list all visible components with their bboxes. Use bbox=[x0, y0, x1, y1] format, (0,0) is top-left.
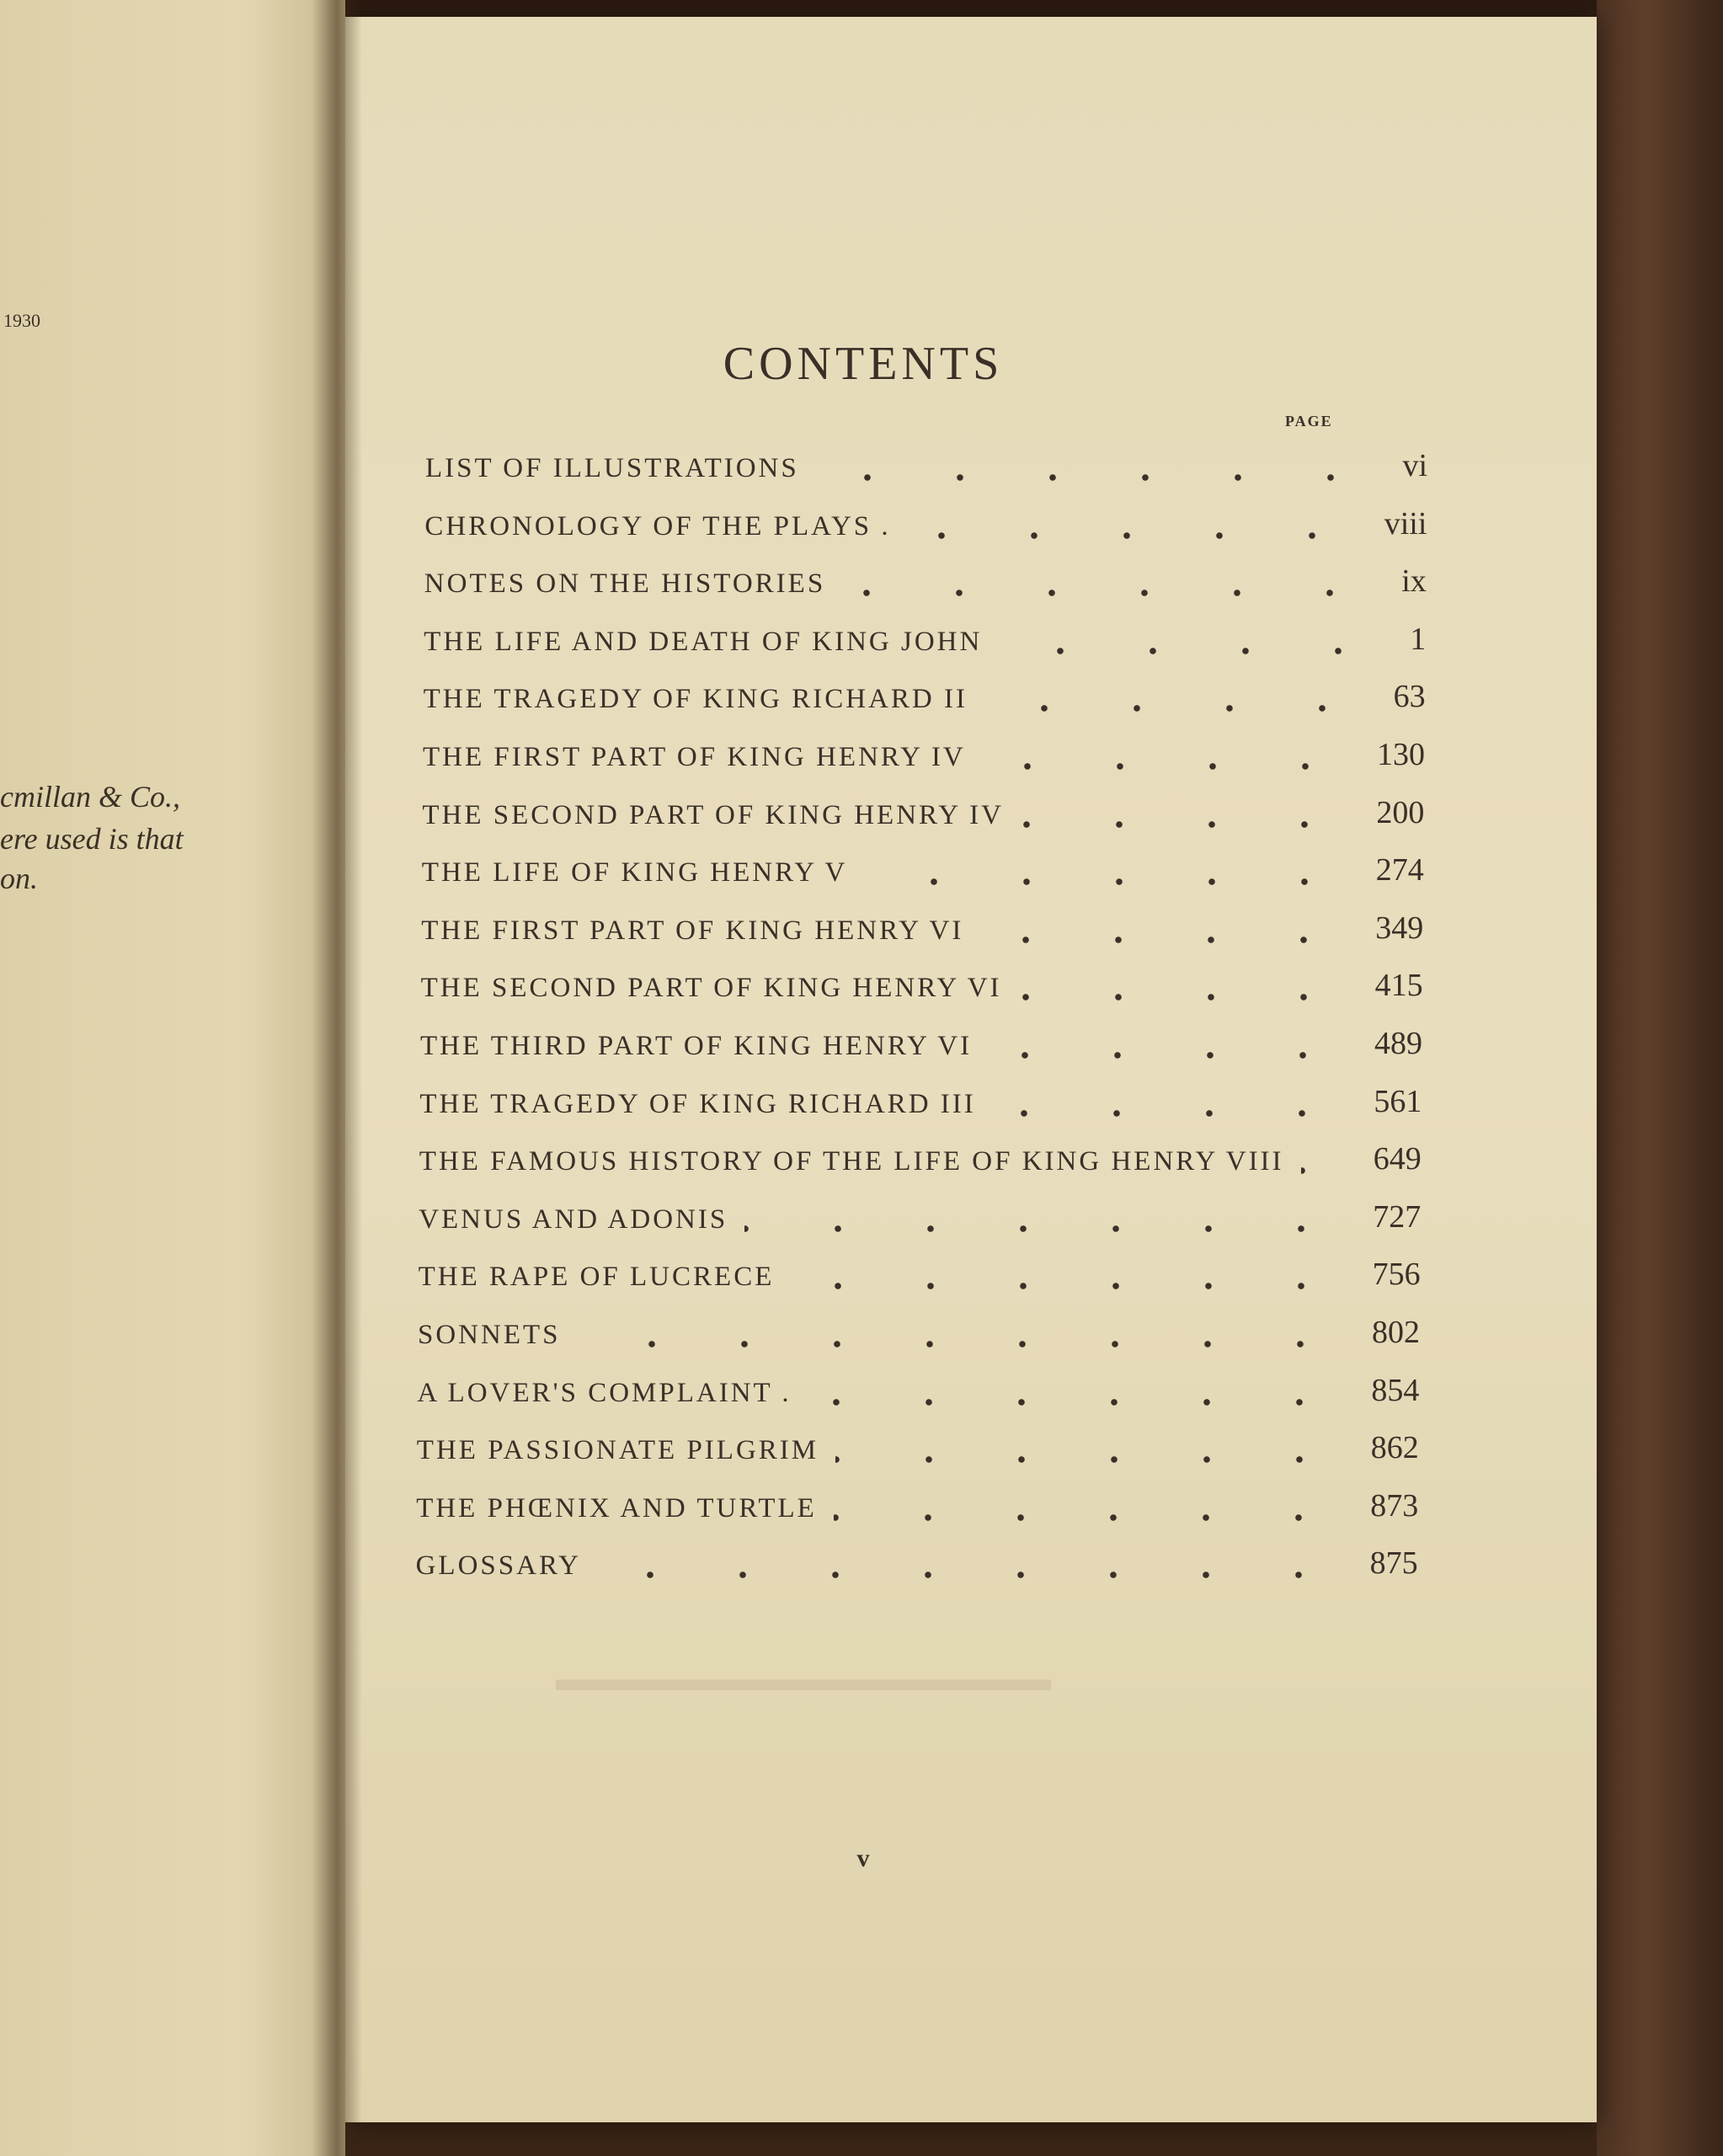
contents-entry bbox=[419, 1193, 1421, 1235]
contents-entry-title: SONNETS bbox=[418, 1320, 561, 1350]
contents-entry-page: 63 bbox=[1393, 679, 1426, 715]
contents-entry-leader-dots bbox=[578, 1341, 1347, 1348]
contents-entry-page: vi bbox=[1402, 448, 1427, 483]
contents-entry-page: viii bbox=[1384, 505, 1427, 542]
contents-entry-page: 649 bbox=[1373, 1141, 1422, 1177]
contents-entry-title: VENUS AND ADONIS bbox=[419, 1203, 728, 1235]
contents-entry-leader-dots bbox=[1019, 994, 1350, 1001]
contents-entry-title: THE PHŒNIX AND TURTLE bbox=[416, 1492, 817, 1524]
contents-entry-page: 875 bbox=[1369, 1545, 1418, 1582]
contents-entry-page: 854 bbox=[1371, 1372, 1420, 1408]
left-page-fragment-1: cmillan & Co., bbox=[0, 780, 180, 814]
contents-entry bbox=[419, 1135, 1422, 1177]
contents-entry-title: THE PASSIONATE PILGRIM bbox=[416, 1435, 819, 1466]
contents-entry-title: NOTES ON THE HISTORIES bbox=[424, 568, 826, 600]
left-page-fragment-2: ere used is that bbox=[0, 822, 184, 856]
contents-entry-page: 489 bbox=[1374, 1026, 1422, 1061]
left-page-fragment-3: on. bbox=[0, 862, 38, 895]
contents-entry-leader-dots bbox=[999, 648, 1384, 654]
contents-entry-title: THE TRAGEDY OF KING RICHARD III bbox=[419, 1088, 976, 1119]
contents-entry-leader-dots bbox=[984, 705, 1368, 712]
contents-entry-title: THE FIRST PART OF KING HENRY IV bbox=[423, 742, 966, 772]
contents-entry-page: 862 bbox=[1370, 1430, 1419, 1466]
contents-entry-title: THE RAPE OF LUCRECE bbox=[418, 1262, 775, 1293]
contents-entry bbox=[421, 905, 1423, 947]
contents-entry bbox=[416, 1540, 1418, 1582]
contents-entry-title: THE SECOND PART OF KING HENRY IV bbox=[422, 799, 1004, 830]
contents-entry bbox=[417, 1367, 1419, 1409]
page-column-header: PAGE bbox=[1285, 413, 1333, 430]
contents-entry-page: 756 bbox=[1372, 1257, 1421, 1293]
contents-entry bbox=[422, 846, 1424, 889]
contents-entry-page: 873 bbox=[1370, 1487, 1419, 1524]
contents-entry-page: 130 bbox=[1377, 737, 1425, 772]
contents-entry-leader-dots bbox=[598, 1572, 1345, 1578]
contents-entry bbox=[416, 1482, 1418, 1524]
contents-entry-title: A LOVER'S COMPLAINT . bbox=[417, 1377, 792, 1408]
bleed-through-text: ▬▬▬▬▬▬▬▬▬▬▬▬▬▬ bbox=[556, 1660, 1051, 1699]
contents-entry bbox=[422, 789, 1424, 831]
contents-entry-leader-dots bbox=[808, 1399, 1346, 1406]
contents-entry bbox=[417, 1424, 1419, 1466]
contents-entry bbox=[424, 558, 1427, 600]
contents-entry-title: THE LIFE OF KING HENRY V bbox=[421, 857, 848, 889]
contents-entry-leader-dots bbox=[1021, 821, 1351, 828]
contents-entry-leader-dots bbox=[842, 590, 1376, 596]
contents-title: CONTENTS bbox=[723, 338, 1004, 390]
contents-entry-leader-dots bbox=[989, 1052, 1349, 1059]
contents-entry bbox=[419, 1078, 1422, 1120]
contents-entry-page: 349 bbox=[1375, 910, 1424, 946]
contents-entry-title: CHRONOLOGY OF THE PLAYS . bbox=[424, 510, 891, 542]
contents-entry-page: 1 bbox=[1410, 621, 1427, 657]
contents-entry-leader-dots bbox=[865, 878, 1351, 885]
contents-entry bbox=[425, 442, 1427, 484]
contents-entry-leader-dots bbox=[907, 532, 1358, 539]
contents-entry-leader-dots bbox=[835, 1456, 1346, 1463]
contents-entry-leader-dots bbox=[1301, 1167, 1348, 1174]
contents-page bbox=[345, 17, 1597, 2122]
contents-entry-leader-dots bbox=[816, 474, 1377, 481]
contents-entry-page: ix bbox=[1401, 563, 1427, 600]
contents-entry-title: GLOSSARY bbox=[415, 1550, 581, 1582]
page-number: v bbox=[856, 1844, 870, 1872]
contents-entry-leader-dots bbox=[744, 1225, 1347, 1232]
contents-entry-page: 200 bbox=[1376, 794, 1425, 830]
contents-entry-leader-dots bbox=[980, 937, 1350, 943]
contents-entry bbox=[420, 1020, 1422, 1062]
contents-entry bbox=[423, 731, 1425, 773]
contents-entry-title: LIST OF ILLUSTRATIONS bbox=[425, 453, 799, 483]
book-spine-shadow bbox=[312, 0, 362, 2156]
contents-entry bbox=[424, 673, 1426, 715]
contents-entry-leader-dots bbox=[983, 763, 1352, 770]
background-wood-right bbox=[1597, 0, 1723, 2156]
contents-entry bbox=[424, 616, 1426, 658]
contents-entry-page: 415 bbox=[1374, 968, 1423, 1004]
contents-entry-title: THE FIRST PART OF KING HENRY VI bbox=[421, 915, 964, 946]
contents-entry bbox=[424, 500, 1427, 542]
contents-entry-title: THE TRAGEDY OF KING RICHARD II bbox=[423, 684, 968, 715]
contents-entry-page: 561 bbox=[1374, 1083, 1422, 1119]
contents-entry-title: THE THIRD PART OF KING HENRY VI bbox=[420, 1031, 973, 1061]
contents-entry-page: 727 bbox=[1373, 1198, 1422, 1235]
contents-entry-page: 802 bbox=[1372, 1315, 1420, 1350]
contents-entry bbox=[418, 1309, 1420, 1351]
contents-entry bbox=[421, 962, 1423, 1004]
contents-entry-title: THE LIFE AND DEATH OF KING JOHN bbox=[424, 626, 983, 657]
left-page bbox=[0, 0, 345, 2156]
left-page-year: 1930 bbox=[3, 310, 40, 331]
contents-entry-leader-dots bbox=[992, 1110, 1348, 1117]
contents-entry-title: THE SECOND PART OF KING HENRY VI bbox=[420, 973, 1002, 1004]
contents-entry-page: 274 bbox=[1375, 852, 1424, 889]
contents-entry-leader-dots bbox=[792, 1283, 1347, 1289]
contents-entry bbox=[419, 1251, 1421, 1293]
contents-entry-title: THE FAMOUS HISTORY OF THE LIFE OF KING HENRY VIII bbox=[419, 1146, 1284, 1177]
contents-entry-leader-dots bbox=[834, 1514, 1345, 1521]
